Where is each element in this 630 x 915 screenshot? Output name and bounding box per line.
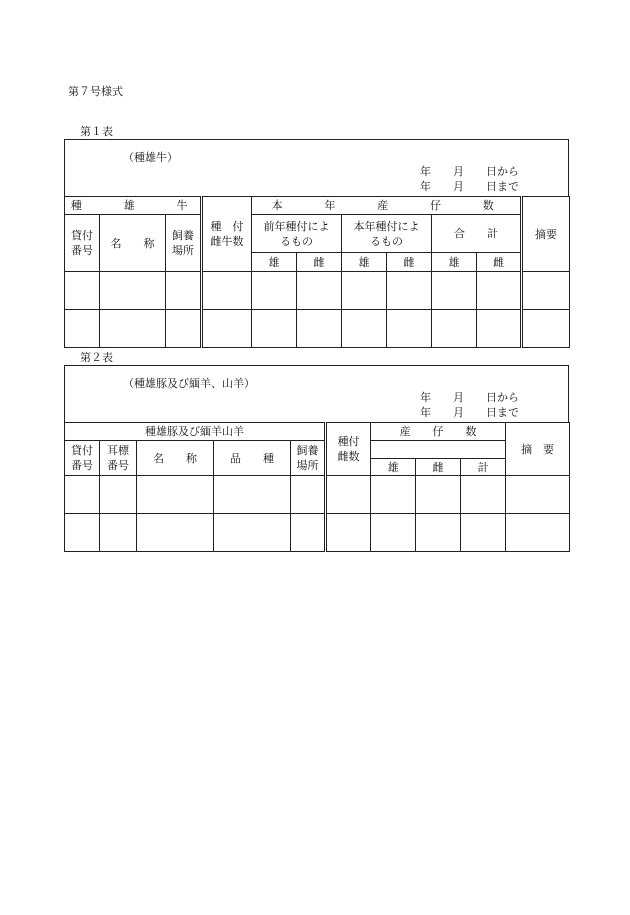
table2-h-remarks: 摘 要 [506,423,570,476]
table1-cell[interactable] [65,310,100,348]
table1-cell[interactable] [202,272,252,310]
table1-cell[interactable] [387,272,432,310]
table2-title: （種雄豚及び緬羊、山羊） [123,377,255,390]
table1-h-total-female: 雌 [477,253,522,272]
table2-cell[interactable] [291,514,326,552]
table2-cell[interactable] [416,514,461,552]
table1-cell[interactable] [432,272,477,310]
table2-h-place: 飼養場所 [291,441,326,476]
table1-label: 第１表 [80,125,113,138]
table2-cell[interactable] [100,514,137,552]
table2-grid [64,422,570,552]
table2-cell[interactable] [100,476,137,514]
table2-cell[interactable] [461,476,506,514]
table1-cell[interactable] [166,272,202,310]
table2-h-animal: 種雄豚及び緬羊山羊 [65,423,326,441]
table2-cell[interactable] [65,476,100,514]
table2-cell[interactable] [291,476,326,514]
table2-cell[interactable] [461,514,506,552]
table1-cell[interactable] [297,310,342,348]
table2-h-name: 名 称 [137,441,214,476]
table2-header-box [64,365,569,422]
table2-h-breed: 品 種 [214,441,291,476]
table1-h-breed-count: 種 付雌牛数 [202,197,252,272]
table1-h-curr-female: 雌 [387,253,432,272]
table1-h-prev-female: 雌 [297,253,342,272]
table1-cell[interactable] [252,272,297,310]
table-row [65,310,570,348]
table2-h-female: 雌 [416,459,461,476]
table2-cell[interactable] [214,476,291,514]
table1-cell[interactable] [342,310,387,348]
table1-cell[interactable] [477,272,522,310]
table1-cell[interactable] [432,310,477,348]
table1-cell[interactable] [252,310,297,348]
table2-cell[interactable] [137,476,214,514]
table2-h-breed-count: 種付雌数 [326,423,371,476]
table2-cell[interactable] [371,476,416,514]
table1-h-prev-male: 雄 [252,253,297,272]
table2-cell[interactable] [326,514,371,552]
table1-h-place: 飼養場所 [166,215,202,272]
form-title: 第７号様式 [68,85,123,98]
table2-period-to: 年 月 日まで [420,406,519,419]
table2-cell[interactable] [65,514,100,552]
table2-cell[interactable] [416,476,461,514]
table-row [65,514,570,552]
table2-h-male: 雄 [371,459,416,476]
table1-cell[interactable] [100,310,166,348]
table2-label: 第２表 [80,351,113,364]
table1-cell[interactable] [342,272,387,310]
table1-cell[interactable] [522,272,570,310]
table-row [65,476,570,514]
table1-period-to: 年 月 日まで [420,180,519,193]
table1-h-curr-male: 雄 [342,253,387,272]
table1-header-box [64,139,569,196]
table1-h-total: 合 計 [432,215,522,253]
table1-h-loan-no: 貸付番号 [65,215,100,272]
table2-cell[interactable] [506,476,570,514]
table1-h-remarks: 摘要 [522,197,570,272]
table1-grid [64,196,570,348]
table2-cell[interactable] [214,514,291,552]
table1-h-curr: 本年種付によるもの [342,215,432,253]
table1-cell[interactable] [100,272,166,310]
table1-h-prev: 前年種付によるもの [252,215,342,253]
table1-period-from: 年 月 日から [420,165,519,178]
table1-cell[interactable] [166,310,202,348]
table1-cell[interactable] [65,272,100,310]
table2-h-birth: 産 仔 数 [371,423,506,441]
table2-cell[interactable] [137,514,214,552]
table2-h-ear: 耳標番号 [100,441,137,476]
table2-cell[interactable] [326,476,371,514]
table1-h-total-male: 雄 [432,253,477,272]
table2-cell[interactable] [371,514,416,552]
table2-h-total: 計 [461,459,506,476]
table1-cell[interactable] [202,310,252,348]
table1-h-bull: 種 雄 牛 [65,197,202,215]
table1-title: （種雄牛） [123,151,178,164]
table1-cell[interactable] [297,272,342,310]
table2-h-birth-spacer [371,441,506,459]
table2-period-from: 年 月 日から [420,391,519,404]
table1-cell[interactable] [522,310,570,348]
table1-cell[interactable] [387,310,432,348]
table2-h-loan-no: 貸付番号 [65,441,100,476]
table-row [65,272,570,310]
table2-cell[interactable] [506,514,570,552]
table1-cell[interactable] [477,310,522,348]
table1-h-birth: 本 年 産 仔 数 [252,197,522,215]
table1-h-name: 名 称 [100,215,166,272]
